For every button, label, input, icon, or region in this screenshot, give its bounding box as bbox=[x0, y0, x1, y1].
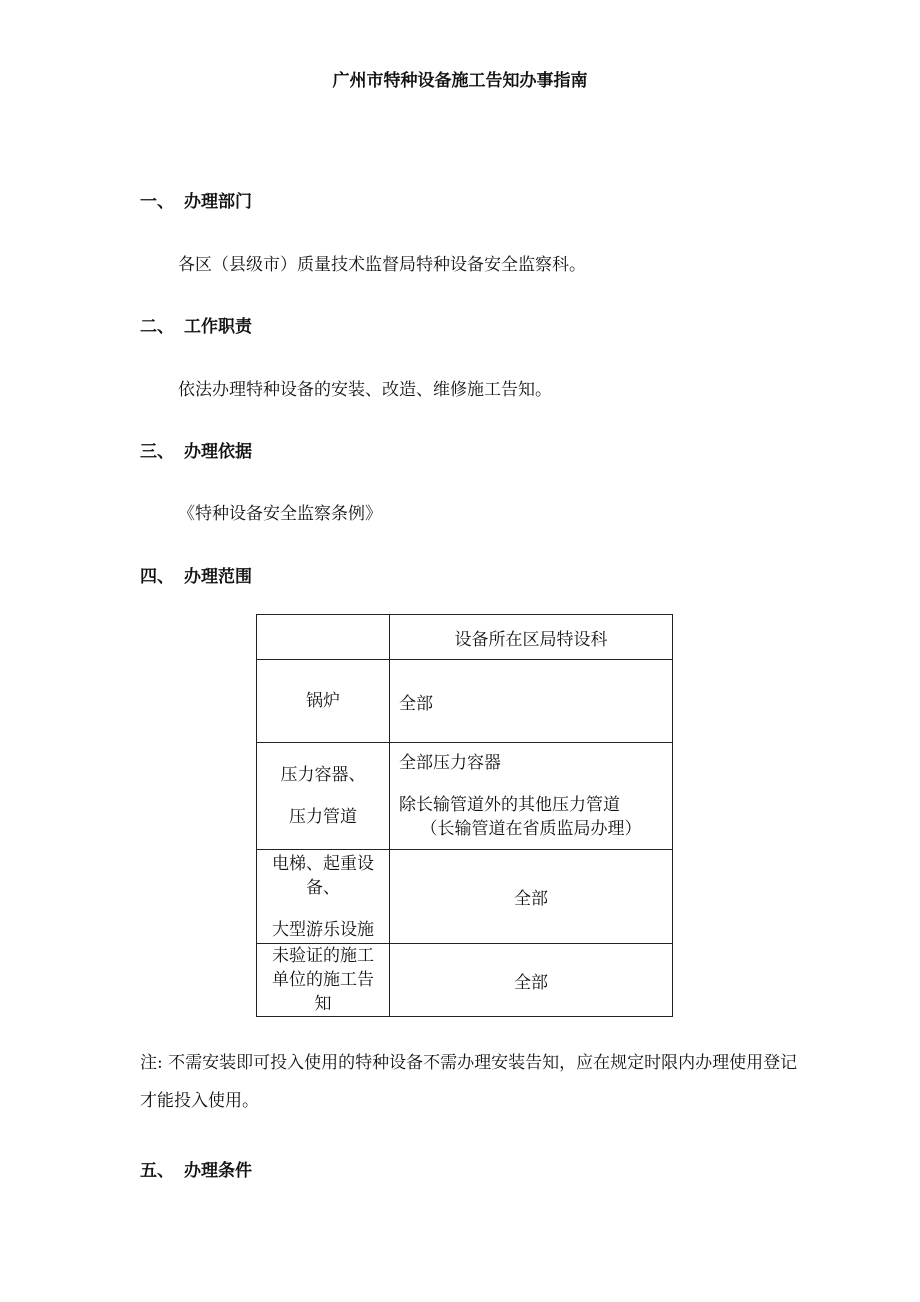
section-title: 工作职责 bbox=[184, 317, 252, 337]
table-row bbox=[257, 944, 673, 1017]
cell-line: 锅炉 bbox=[306, 691, 340, 711]
table-row bbox=[257, 743, 673, 850]
cell-line: 大型游乐设施 bbox=[272, 919, 374, 940]
cell-line: 压力管道 bbox=[289, 807, 357, 827]
scope-value-cell bbox=[390, 743, 673, 850]
section-text-2: 依法办理特种设备的安装、改造、维修施工告知。 bbox=[178, 380, 552, 400]
equipment-name-cell bbox=[257, 944, 390, 1017]
page-title: 广州市特种设备施工告知办事指南 bbox=[332, 71, 588, 91]
section-title: 办理部门 bbox=[184, 192, 252, 212]
section-number: 三、 bbox=[140, 442, 174, 462]
table-row bbox=[257, 850, 673, 944]
scope-value-cell bbox=[390, 850, 673, 944]
cell-line: 全部 bbox=[399, 693, 433, 714]
equipment-name-cell bbox=[257, 743, 390, 850]
section-title: 办理依据 bbox=[184, 442, 252, 462]
cell-line: 全部 bbox=[514, 889, 548, 909]
section-heading-5 bbox=[140, 1156, 252, 1181]
table-header-cell bbox=[257, 615, 390, 660]
cell-line: 电梯、起重设 bbox=[272, 853, 374, 874]
section-text-3: 《特种设备安全监察条例》 bbox=[178, 504, 382, 524]
section-heading-3 bbox=[140, 437, 252, 462]
section-number: 一、 bbox=[140, 192, 174, 212]
section-text-1: 各区（县级市）质量技术监督局特种设备安全监察科。 bbox=[178, 255, 586, 275]
cell-line: 备、 bbox=[306, 877, 340, 898]
table-header-row bbox=[257, 615, 673, 660]
table-row bbox=[257, 660, 673, 743]
section-heading-4 bbox=[140, 562, 252, 587]
section-heading-1 bbox=[140, 187, 252, 212]
cell-line: 未验证的施工 bbox=[272, 946, 374, 966]
cell-line: 知 bbox=[314, 994, 332, 1014]
cell-line: （长输管道在省质监局办理） bbox=[420, 819, 642, 839]
scope-value-cell bbox=[390, 944, 673, 1017]
equipment-name-cell bbox=[257, 660, 390, 743]
scope-table bbox=[256, 614, 673, 1017]
equipment-name-cell bbox=[257, 850, 390, 944]
section-number: 四、 bbox=[140, 567, 174, 587]
section-number: 二、 bbox=[140, 317, 174, 337]
cell-line: 除长输管道外的其他压力管道 bbox=[399, 795, 620, 815]
cell-line: 全部 bbox=[514, 972, 548, 993]
cell-line: 压力容器、 bbox=[280, 765, 366, 785]
section-title: 办理条件 bbox=[184, 1161, 252, 1181]
section-number: 五、 bbox=[140, 1161, 174, 1181]
scope-value-cell bbox=[390, 660, 673, 743]
table-header-cell: 设备所在区局特设科 bbox=[390, 615, 673, 660]
section-title: 办理范围 bbox=[184, 567, 252, 587]
cell-line: 单位的施工告 bbox=[272, 970, 374, 990]
table-note: 注: 不需安装即可投入使用的特种设备不需办理安装告知，应在规定时限内办理使用登记才能投入使用。 bbox=[140, 1053, 798, 1111]
section-heading-2 bbox=[140, 312, 252, 337]
cell-line: 全部压力容器 bbox=[399, 753, 501, 773]
